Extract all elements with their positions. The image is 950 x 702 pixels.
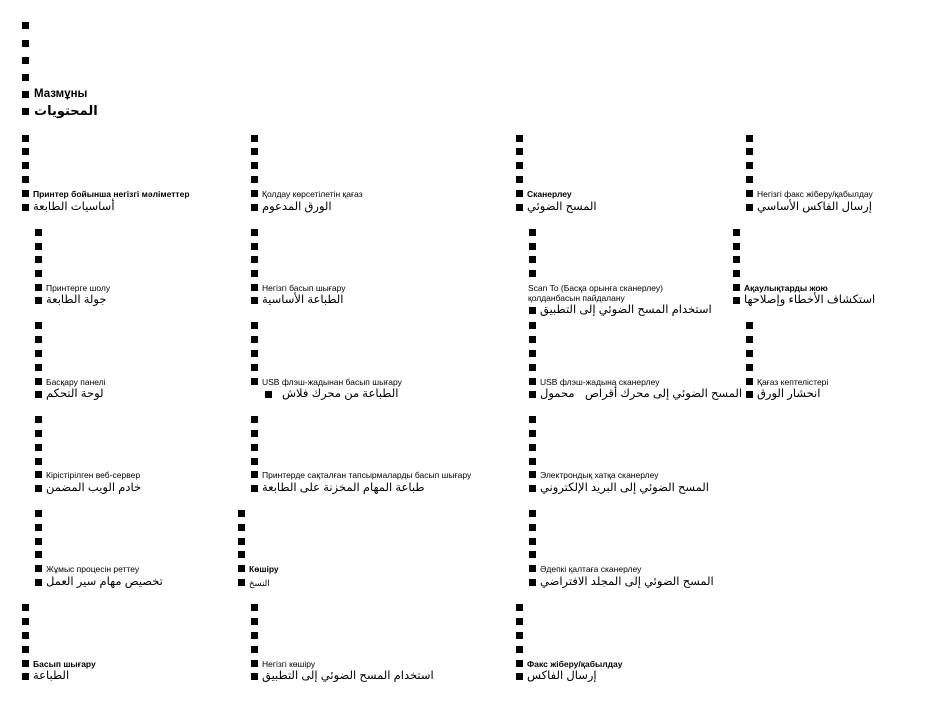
toc-entry-printer-basics-kk[interactable]: Принтер бойынша негізгі мәліметтер — [33, 189, 190, 199]
toc-entry-usb-scan-kk[interactable]: USB флэш-жадына сканерлеу — [540, 377, 660, 387]
toc-entry-basic-fax-kk[interactable]: Негізгі факс жіберу/қабылдау — [757, 189, 873, 199]
bullet-square — [746, 350, 753, 357]
bullet-square — [251, 416, 258, 423]
bullet-square — [22, 646, 29, 653]
bullet-square — [22, 190, 29, 197]
bullet-square — [22, 57, 29, 64]
bullet-square — [516, 646, 523, 653]
bullet-square — [746, 378, 753, 385]
bullet-square — [251, 632, 258, 639]
toc-entry-print-kk[interactable]: Басып шығару — [33, 659, 96, 669]
toc-entry-printer-tour-ar[interactable]: جولة الطابعة — [46, 294, 107, 306]
toc-entry-basic-copy-kk[interactable]: Негізгі көшіру — [262, 659, 316, 669]
bullet-square — [529, 485, 536, 492]
toc-entry-printer-tour-kk[interactable]: Принтерге шолу — [46, 283, 111, 293]
toc-entry-copy-ar[interactable]: النسخ — [249, 578, 270, 588]
toc-entry-control-panel-ar[interactable]: لوحة التحكم — [46, 388, 104, 400]
toc-entry-usb-print-kk[interactable]: USB флэш-жадынан басып шығару — [262, 377, 402, 387]
toc-entry-scan-kk[interactable]: Сканерлеу — [527, 189, 572, 199]
bullet-square — [35, 458, 42, 465]
bullet-square — [251, 284, 258, 291]
bullet-square — [529, 579, 536, 586]
bullet-square — [22, 204, 29, 211]
bullet-square — [251, 646, 258, 653]
bullet-square — [251, 229, 258, 236]
bullet-square — [529, 538, 536, 545]
bullet-square — [35, 485, 42, 492]
bullet-square — [22, 148, 29, 155]
toc-entry-usb-scan-ar-part2[interactable]: محمول — [540, 388, 575, 400]
bullet-square — [35, 378, 42, 385]
toc-entry-fax-kk[interactable]: Факс жіберу/қабылдау — [527, 659, 623, 669]
bullet-square — [22, 162, 29, 169]
toc-entry-stored-jobs-kk[interactable]: Принтерде сақталған тапсырмаларды басып шығару — [262, 470, 472, 480]
bullet-square — [516, 618, 523, 625]
toc-entry-default-folder-scan-ar[interactable]: المسح الضوئي إلى المجلد الافتراضي — [540, 576, 714, 588]
bullet-square — [529, 256, 536, 263]
toc-entry-default-folder-scan-kk[interactable]: Әдепкі қалтаға сканерлеу — [540, 564, 642, 574]
bullet-square — [22, 108, 29, 115]
bullet-square — [22, 74, 29, 81]
bullet-square — [516, 148, 523, 155]
bullet-square — [746, 135, 753, 142]
bullet-square — [251, 660, 258, 667]
bullet-square — [35, 322, 42, 329]
toc-entry-supported-paper-ar[interactable]: الورق المدعوم — [262, 201, 332, 213]
bullet-square — [746, 190, 753, 197]
bullet-square — [238, 579, 245, 586]
bullet-square — [529, 524, 536, 531]
bullet-square — [251, 204, 258, 211]
bullet-square — [746, 148, 753, 155]
bullet-square — [238, 565, 245, 572]
bullet-square — [35, 284, 42, 291]
bullet-square — [35, 350, 42, 357]
bullet-square — [22, 176, 29, 183]
bullet-square — [733, 270, 740, 277]
bullet-square — [251, 256, 258, 263]
bullet-square — [251, 297, 258, 304]
bullet-square — [35, 297, 42, 304]
bullet-square — [22, 22, 29, 29]
bullet-square — [35, 256, 42, 263]
bullet-square — [251, 378, 258, 385]
bullet-square — [529, 471, 536, 478]
bullet-square — [22, 91, 29, 98]
toc-entry-control-panel-kk[interactable]: Басқару панелі — [46, 377, 106, 387]
bullet-square — [746, 176, 753, 183]
toc-entry-supported-paper-kk[interactable]: Қолдау көрсетілетін қағаз — [262, 189, 363, 199]
bullet-square — [516, 190, 523, 197]
bullet-square — [35, 551, 42, 558]
bullet-square — [238, 551, 245, 558]
toc-entry-basic-printing-ar[interactable]: الطباعة الأساسية — [262, 294, 344, 306]
bullet-square — [529, 307, 536, 314]
bullet-square — [529, 378, 536, 385]
bullet-square — [251, 673, 258, 680]
bullet-square — [529, 270, 536, 277]
bullet-square — [516, 162, 523, 169]
bullet-square — [251, 336, 258, 343]
bullet-square — [251, 190, 258, 197]
bullet-square — [516, 176, 523, 183]
toc-entry-printer-basics-ar[interactable]: أساسيات الطابعة — [33, 201, 115, 213]
bullet-square — [22, 135, 29, 142]
bullet-square — [35, 391, 42, 398]
bullet-square — [251, 350, 258, 357]
bullet-square — [238, 524, 245, 531]
bullet-square — [746, 204, 753, 211]
bullet-square — [516, 660, 523, 667]
bullet-square — [251, 148, 258, 155]
toc-entry-stored-jobs-ar[interactable]: طباعة المهام المخزنة على الطابعة — [262, 482, 425, 494]
bullet-square — [733, 229, 740, 236]
bullet-square — [35, 538, 42, 545]
bullet-square — [516, 632, 523, 639]
bullet-square — [238, 538, 245, 545]
bullet-square — [35, 565, 42, 572]
bullet-square — [251, 135, 258, 142]
bullet-square — [22, 632, 29, 639]
bullet-square — [746, 364, 753, 371]
bullet-square — [238, 510, 245, 517]
bullet-square — [529, 364, 536, 371]
bullet-square — [251, 485, 258, 492]
bullet-square — [529, 510, 536, 517]
bullet-square — [516, 204, 523, 211]
bullet-square — [35, 430, 42, 437]
toc-entry-paper-jams-kk[interactable]: Қағаз кептелістері — [757, 377, 829, 387]
bullet-square — [35, 471, 42, 478]
page-title-kazakh: Мазмұны — [34, 88, 88, 100]
bullet-square — [529, 458, 536, 465]
bullet-square — [35, 243, 42, 250]
toc-entry-embedded-web-server-ar[interactable]: خادم الويب المضمن — [46, 482, 142, 494]
bullet-square — [746, 391, 753, 398]
bullet-square — [251, 430, 258, 437]
toc-entry-customize-workflow-ar[interactable]: تخصيص مهام سير العمل — [46, 576, 163, 588]
toc-entry-scan-ar[interactable]: المسح الضوئي — [527, 201, 597, 213]
toc-entry-copy-kk[interactable]: Көшіру — [249, 564, 279, 574]
bullet-square — [746, 322, 753, 329]
bullet-square — [529, 322, 536, 329]
bullet-square — [35, 579, 42, 586]
bullet-square — [35, 270, 42, 277]
bullet-square — [251, 444, 258, 451]
bullet-square — [35, 510, 42, 517]
bullet-square — [746, 336, 753, 343]
bullet-square — [529, 565, 536, 572]
toc-entry-embedded-web-server-kk[interactable]: Кірістірілген веб-сервер — [46, 470, 141, 480]
bullet-square — [251, 471, 258, 478]
bullet-square — [35, 229, 42, 236]
bullet-square — [529, 551, 536, 558]
toc-entry-email-scan-ar[interactable]: المسح الضوئي إلى البريد الإلكتروني — [540, 482, 710, 494]
toc-entry-basic-printing-kk[interactable]: Негізгі басып шығару — [262, 283, 346, 293]
bullet-square — [35, 336, 42, 343]
bullet-square — [529, 336, 536, 343]
page-title-arabic: المحتويات — [34, 103, 98, 118]
bullet-square — [733, 256, 740, 263]
bullet-square — [529, 444, 536, 451]
bullet-square — [251, 322, 258, 329]
toc-entry-scan-to-app-kk-line2[interactable]: қолданбасын пайдалану — [528, 293, 625, 303]
bullet-square — [733, 284, 740, 291]
bullet-square — [251, 270, 258, 277]
bullet-square — [529, 391, 536, 398]
bullet-square — [35, 524, 42, 531]
toc-entry-fax-ar[interactable]: إرسال الفاكس — [527, 670, 597, 682]
bullet-square — [251, 243, 258, 250]
toc-entry-paper-jams-ar[interactable]: انحشار الورق — [757, 388, 821, 400]
toc-entry-basic-fax-ar[interactable]: إرسال الفاكس الأساسي — [757, 201, 872, 213]
bullet-square — [22, 604, 29, 611]
bullet-square — [529, 243, 536, 250]
bullet-square — [35, 364, 42, 371]
bullet-square — [529, 430, 536, 437]
bullet-square — [22, 618, 29, 625]
bullet-square — [35, 416, 42, 423]
bullet-square — [251, 604, 258, 611]
toc-entry-basic-copy-ar[interactable]: استخدام المسح الضوئي إلى التطبيق — [262, 670, 434, 682]
bullet-square — [265, 391, 272, 398]
toc-entry-troubleshooting-ar[interactable]: استكشاف الأخطاء وإصلاحها — [744, 294, 876, 306]
toc-entry-troubleshooting-kk[interactable]: Ақаулықтарды жою — [744, 283, 828, 293]
bullet-square — [22, 660, 29, 667]
bullet-square — [251, 618, 258, 625]
bullet-square — [529, 229, 536, 236]
bullet-square — [251, 458, 258, 465]
bullet-square — [529, 350, 536, 357]
bullet-square — [529, 416, 536, 423]
bullet-square — [251, 162, 258, 169]
bullet-square — [733, 243, 740, 250]
toc-entry-email-scan-kk[interactable]: Электрондық хатқа сканерлеу — [540, 470, 659, 480]
bullet-square — [516, 673, 523, 680]
bullet-square — [516, 135, 523, 142]
bullet-square — [251, 364, 258, 371]
bullet-square — [746, 162, 753, 169]
toc-entry-usb-scan-ar-part1[interactable]: المسح الضوئي إلى محرك أقراص — [585, 388, 743, 400]
bullet-square — [35, 444, 42, 451]
bullet-square — [516, 604, 523, 611]
toc-entry-customize-workflow-kk[interactable]: Жұмыс процесін реттеу — [46, 564, 140, 574]
bullet-square — [251, 176, 258, 183]
bullet-square — [733, 297, 740, 304]
bullet-square — [22, 673, 29, 680]
bullet-square — [22, 40, 29, 47]
toc-entry-print-ar[interactable]: الطباعة — [33, 670, 70, 682]
toc-entry-usb-print-ar[interactable]: الطباعة من محرك فلاش — [282, 388, 399, 400]
toc-entry-scan-to-app-kk-line1[interactable]: Scan To (Басқа орынға сканерлеу) — [528, 283, 663, 293]
toc-entry-scan-to-app-ar[interactable]: استخدام المسح الضوئي إلى التطبيق — [540, 304, 712, 316]
